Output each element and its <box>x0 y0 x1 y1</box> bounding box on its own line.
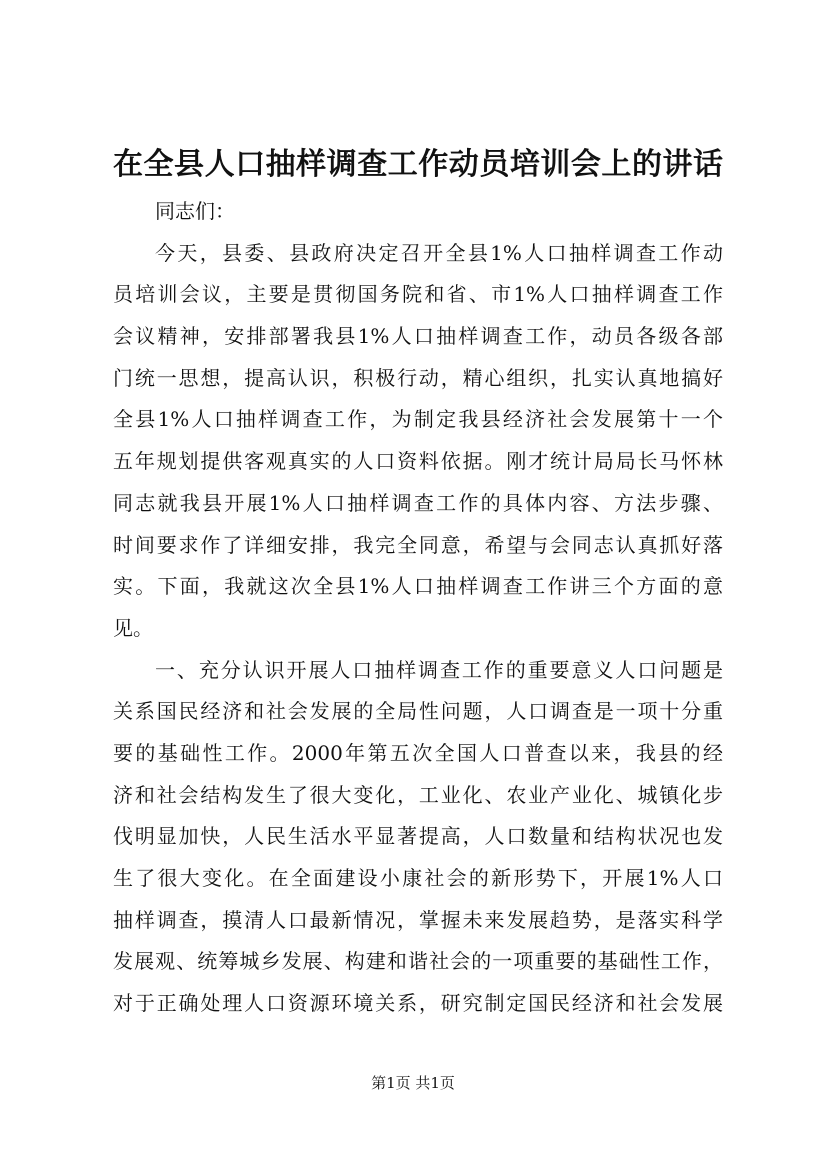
paragraph-line: 要的基础性工作。2000年第五次全国人口普查以来，我县的经 <box>113 740 723 765</box>
paragraph-line: 同志就我县开展1%人口抽样调查工作的具体内容、方法步骤、 <box>113 490 723 515</box>
paragraph-line: 见。 <box>113 615 153 640</box>
greeting-line: 同志们： <box>155 199 235 223</box>
paragraph-line: 全县1%人口抽样调查工作，为制定我县经济社会发展第十一个 <box>113 407 723 432</box>
paragraph-line: 今天，县委、县政府决定召开全县1%人口抽样调查工作动 <box>155 240 723 265</box>
paragraph-line: 实。下面，我就这次全县1%人口抽样调查工作讲三个方面的意 <box>113 574 723 599</box>
paragraph-line: 发展观、统筹城乡发展、构建和谐社会的一项重要的基础性工作， <box>113 949 723 974</box>
paragraph-line: 门统一思想，提高认识，积极行动，精心组织，扎实认真地搞好 <box>113 365 723 390</box>
paragraph-line: 关系国民经济和社会发展的全局性问题，人口调查是一项十分重 <box>113 699 723 724</box>
document-title: 在全县人口抽样调查工作动员培训会上的讲话 <box>113 147 723 182</box>
paragraph-line: 对于正确处理人口资源环境关系，研究制定国民经济和社会发展 <box>113 991 723 1016</box>
paragraph-2 <box>113 650 723 1025</box>
paragraph-line: 五年规划提供客观真实的人口资料依据。刚才统计局局长马怀林 <box>113 449 723 474</box>
paragraph-line: 抽样调查，摸清人口最新情况，掌握未来发展趋势，是落实科学 <box>113 907 723 932</box>
paragraph-line: 时间要求作了详细安排，我完全同意，希望与会同志认真抓好落 <box>113 532 723 557</box>
paragraph-1 <box>113 233 723 650</box>
paragraph-line: 员培训会议，主要是贯彻国务院和省、市1%人口抽样调查工作 <box>113 282 723 307</box>
paragraph-line: 生了很大变化。在全面建设小康社会的新形势下，开展1%人口 <box>113 866 723 890</box>
paragraph-line: 伐明显加快，人民生活水平显著提高，人口数量和结构状况也发 <box>113 824 723 849</box>
document-body <box>113 191 723 1025</box>
paragraph-line: 一、充分认识开展人口抽样调查工作的重要意义人口问题是 <box>155 657 723 682</box>
paragraph-line: 会议精神，安排部署我县1%人口抽样调查工作，动员各级各部 <box>113 324 723 349</box>
page-number-footer: 第1页 共1页 <box>371 1074 455 1092</box>
paragraph-line: 济和社会结构发生了很大变化，工业化、农业产业化、城镇化步 <box>113 782 723 807</box>
